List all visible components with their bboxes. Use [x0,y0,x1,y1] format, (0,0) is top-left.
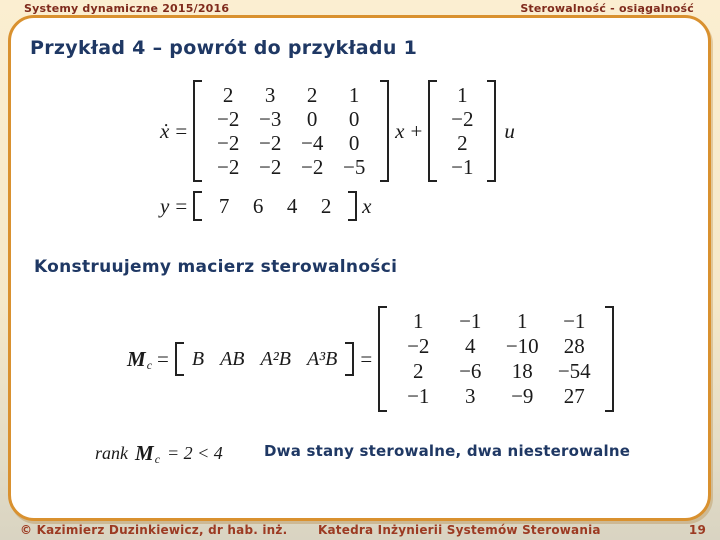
state-equation [160,80,515,182]
bracket-right [345,342,354,376]
bracket-right [348,191,357,221]
bracket-left [193,191,202,221]
symbolic-entries [184,342,346,376]
matrix-cell: 1 [516,309,528,333]
matrix-cell: 27 [563,384,585,408]
bracket-left [428,80,437,182]
matrix-cell: −2 [217,107,240,131]
vector-B-grid [437,80,487,182]
matrix-cell: 4 [464,334,476,358]
vector-C-grid [202,191,348,221]
Mc-subscript: c [146,357,153,372]
equals-sign: = [157,346,169,371]
matrix-cell: −3 [259,107,282,131]
equals-sign: = [175,193,188,218]
matrix-cell: 1 [412,309,424,333]
matrix-cell: 2 [320,194,332,218]
matrix-cell: 3 [464,384,476,408]
matrix-cell: −1 [563,309,586,333]
matrix-A-grid [202,80,380,182]
y-symbol: y [160,193,170,218]
matrix-cell: −1 [459,309,482,333]
matrix-Mc [378,306,614,412]
matrix-cell: −1 [451,155,474,179]
matrix-cell: 0 [348,107,360,131]
matrix-cell: 7 [218,194,230,218]
x-symbol: x [362,193,372,218]
matrix-cell: −1 [407,384,430,408]
matrix-cell: 1 [457,83,468,107]
xdot-symbol: ẋ [160,118,170,143]
footer-page-number: 19 [688,523,706,537]
matrix-cell: 1 [348,83,360,107]
matrix-cell: 28 [563,334,585,358]
A3B-symbol: A³B [306,347,338,370]
matrix-cell: −4 [301,131,324,155]
construct-controllability-text: Konstruujemy macierz sterowalności [34,257,398,277]
header-topic-title: Sterowalność - osiągalność [520,2,694,15]
matrix-cell: 6 [252,194,264,218]
matrix-cell: −5 [343,155,366,179]
vector-B [428,80,496,182]
bracket-right [605,306,614,412]
matrix-cell: 2 [306,83,318,107]
matrix-cell: 3 [264,83,276,107]
symbolic-block-row [175,342,355,376]
matrix-cell: −2 [407,334,430,358]
footer-department: Katedra Inżynierii Systemów Sterowania [318,523,601,537]
bracket-right [380,80,389,182]
matrix-cell: −2 [259,131,282,155]
rank-word: rank [95,443,128,463]
AB-symbol: AB [220,347,245,370]
matrix-cell: 2 [457,131,468,155]
matrix-cell: −2 [259,155,282,179]
A2B-symbol: A²B [260,347,291,370]
Mc-symbol: M [127,346,146,371]
x-symbol: x [395,118,405,143]
bracket-left [175,342,184,376]
matrix-cell: −9 [511,384,534,408]
matrix-cell: −54 [557,359,591,383]
equals-sign: = [360,346,373,371]
matrix-cell: −2 [217,131,240,155]
rank-equation [95,441,223,466]
slide-title: Przykład 4 – powrót do przykładu 1 [30,37,418,59]
plus-sign: + [410,118,423,143]
rank-value: = 2 < 4 [167,443,223,463]
output-equation [160,191,372,221]
bracket-left [378,306,387,412]
matrix-Mc-grid [387,306,605,412]
matrix-cell: 2 [222,83,234,107]
matrix-cell: −6 [459,359,482,383]
matrix-cell: 2 [412,359,424,383]
matrix-cell: 18 [511,359,533,383]
bracket-left [193,80,202,182]
matrix-cell: −2 [451,107,474,131]
matrix-A [193,80,389,182]
header-course-title: Systemy dynamiczne 2015/2016 [24,2,230,15]
u-symbol: u [504,118,515,143]
conclusion-text: Dwa stany sterowalne, dwa niesterowalne [264,442,631,460]
matrix-cell: −2 [301,155,324,179]
row-vector-C [193,191,357,221]
bracket-right [487,80,496,182]
footer-author: © Kazimierz Duzinkiewicz, dr hab. inż. [20,523,288,537]
Mc-subscript: c [154,452,161,466]
Mc-symbol: M [135,441,154,465]
controllability-equation [127,306,614,412]
matrix-cell: −10 [505,334,539,358]
matrix-cell: 4 [286,194,298,218]
B-symbol: B [191,347,205,370]
matrix-cell: 0 [306,107,318,131]
equals-sign: = [175,118,188,143]
matrix-cell: 0 [348,131,360,155]
matrix-cell: −2 [217,155,240,179]
